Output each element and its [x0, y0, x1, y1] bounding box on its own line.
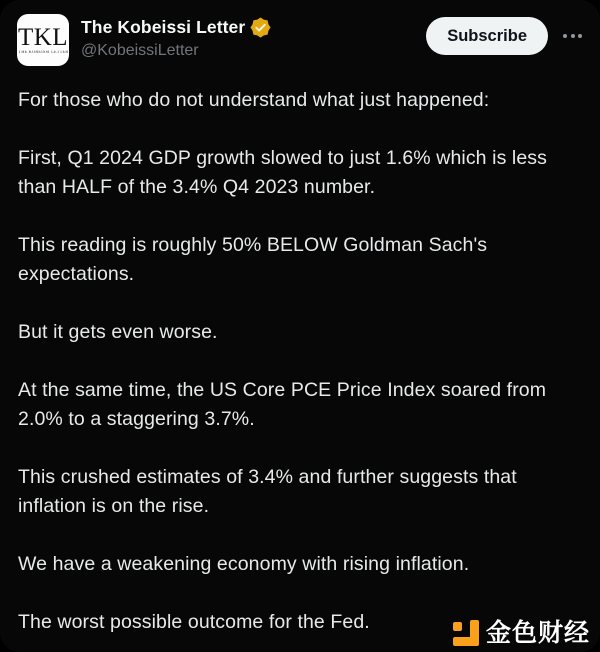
tweet-text [0, 66, 600, 637]
subscribe-button[interactable]: Subscribe [426, 17, 548, 55]
tweet-line: At the same time, the US Core PCE Price Index soared from [18, 379, 547, 401]
watermark-brand-text: 金色财经 [485, 619, 590, 647]
identity-block [81, 14, 271, 60]
avatar-caption: THE KOBEISSI LETTER [18, 50, 68, 55]
tweet-line: than HALF of the 3.4% Q4 2023 number. [18, 176, 376, 198]
user-handle[interactable]: @KobeissiLetter [81, 42, 199, 59]
avatar-monogram: TKL [17, 23, 69, 51]
tweet-line: expectations. [18, 263, 135, 285]
header-actions [426, 14, 584, 55]
tweet-paragraph [18, 86, 582, 115]
jinse-finance-logo-icon [453, 620, 479, 646]
tweet-line: 2.0% to a staggering 3.7%. [18, 408, 255, 430]
tweet-header [0, 0, 600, 66]
tweet-line: inflation is on the rise. [18, 495, 210, 517]
tweet-line: This crushed estimates of 3.4% and further suggests that [18, 466, 517, 488]
more-options-icon[interactable] [561, 28, 584, 44]
tweet-line: But it gets even worse. [18, 321, 218, 343]
tweet-line: For those who do not understand what just happened: [18, 89, 490, 111]
gold-verified-badge-icon [250, 17, 271, 38]
tweet-line: The worst possible outcome for the Fed. [18, 611, 370, 633]
tweet-paragraph [18, 376, 582, 434]
jinse-finance-watermark [453, 620, 590, 646]
tweet-paragraph [18, 463, 582, 521]
tweet-line: First, Q1 2024 GDP growth slowed to just 1.6% which is less [18, 147, 548, 169]
tweet-paragraph [18, 318, 582, 347]
tweet-paragraph [18, 231, 582, 289]
tweet-line: This reading is roughly 50% BELOW Goldman Sach's [18, 234, 488, 256]
display-name[interactable]: The Kobeissi Letter [81, 17, 246, 37]
name-row [81, 17, 271, 38]
tweet-line: We have a weakening economy with rising inflation. [18, 553, 470, 575]
profile-avatar[interactable] [17, 14, 69, 66]
tweet-paragraph [18, 144, 582, 202]
tweet-paragraph [18, 550, 582, 579]
